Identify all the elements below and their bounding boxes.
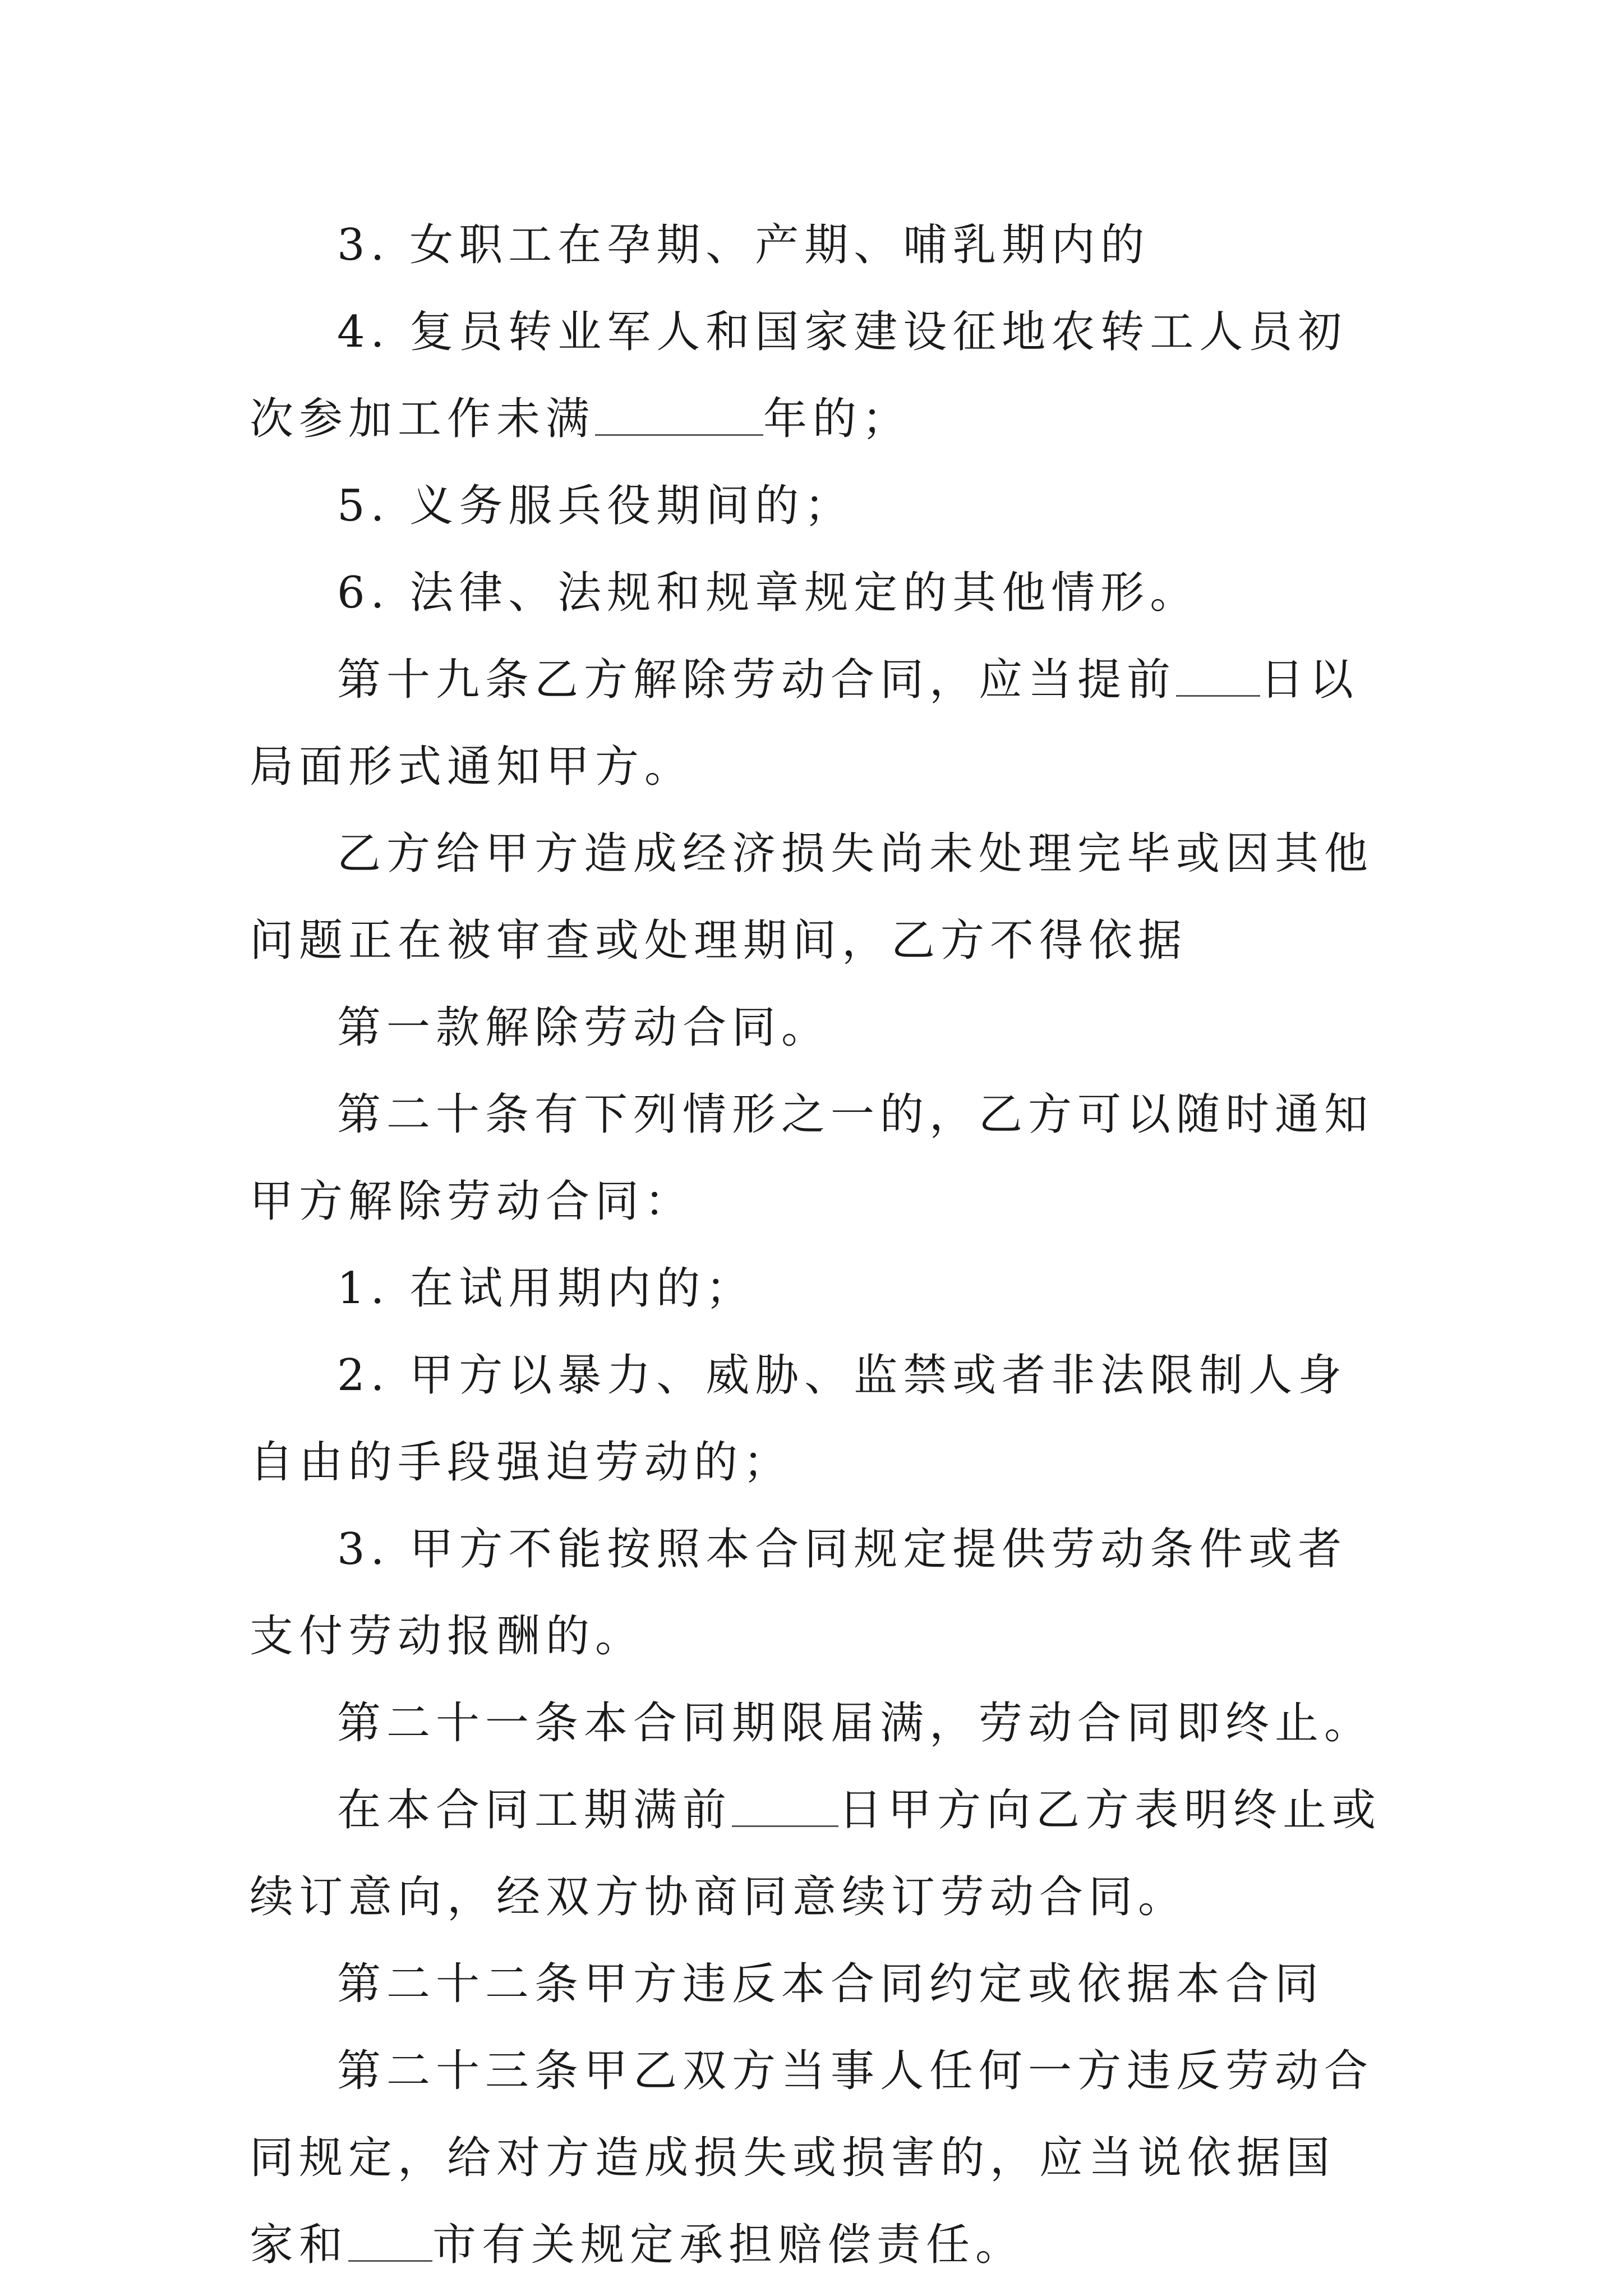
paragraph-text-after-blank: 日甲方向乙方表明终止或续订意向，经双方协商同意续订劳动合同。 [250, 1785, 1382, 1922]
paragraph-text: 乙方给甲方造成经济损失尚未处理完毕或因其他问题正在被审查或处理期间，乙方不得依据 [250, 829, 1374, 966]
paragraph-text-before-blank: 在本合同工期满前 [337, 1785, 732, 1835]
paragraph-article-23 [250, 2028, 1382, 2289]
paragraph-item-1 [250, 1245, 1382, 1332]
paragraph-article-19 [250, 637, 1382, 811]
paragraph-item-5 [250, 463, 1382, 550]
paragraph-text: 第一款解除劳动合同。 [337, 1002, 831, 1053]
fill-in-blank [732, 1786, 838, 1827]
paragraph-text: 第二十条有下列情形之一的，乙方可以随时通知甲方解除劳动合同： [250, 1089, 1374, 1227]
paragraph-text: 1. 在试用期内的； [337, 1263, 755, 1314]
paragraph-text: 3. 甲方不能按照本合同规定提供劳动条件或者支付劳动报酬的。 [250, 1524, 1348, 1662]
paragraph-text: 5. 义务服兵役期间的； [337, 481, 854, 531]
paragraph-text-before-blank: 4. 复员转业军人和国家建设征地农转工人员初次参加工作未满 [250, 307, 1348, 444]
paragraph-loss-clause [250, 811, 1382, 984]
paragraph-text: 第二十一条本合同期限届满，劳动合同即终止。 [337, 1698, 1374, 1749]
paragraph-item-2 [250, 1332, 1382, 1506]
paragraph-item-3 [250, 202, 1382, 289]
paragraph-renewal-clause [250, 1767, 1382, 1941]
paragraph-text-after-blank: 市有关规定承担赔偿责任。 [432, 2220, 1025, 2270]
fill-in-blank [348, 2221, 432, 2262]
paragraph-item-4 [250, 289, 1382, 463]
paragraph-item-6 [250, 550, 1382, 637]
paragraph-text-before-blank: 第二十三条甲乙双方当事人任何一方违反劳动合同规定，给对方造成损失或损害的，应当说依据国家和 [250, 2046, 1374, 2270]
fill-in-blank [595, 395, 763, 436]
paragraph-text: 3. 女职工在孕期、产期、哺乳期内的 [337, 220, 1150, 270]
paragraph-text-before-blank: 第十九条乙方解除劳动合同，应当提前 [337, 655, 1177, 705]
paragraph-text-after-blank: 日以局面形式通知甲方。 [250, 655, 1359, 792]
paragraph-text: 第二十二条甲方违反本合同约定或依据本合同 [337, 1959, 1325, 2009]
document-body [250, 202, 1382, 2289]
paragraph-item-3b [250, 1506, 1382, 1680]
paragraph-article-21 [250, 1680, 1382, 1767]
paragraph-text-after-blank: 年的； [763, 394, 912, 444]
paragraph-article-20 [250, 1071, 1382, 1245]
paragraph-article-22 [250, 1941, 1382, 2028]
paragraph-first-clause [250, 984, 1382, 1071]
fill-in-blank [1176, 656, 1260, 697]
paragraph-text: 2. 甲方以暴力、威胁、监禁或者非法限制人身自由的手段强迫劳动的； [250, 1350, 1348, 1488]
paragraph-text: 6. 法律、法规和规章规定的其他情形。 [337, 568, 1200, 618]
